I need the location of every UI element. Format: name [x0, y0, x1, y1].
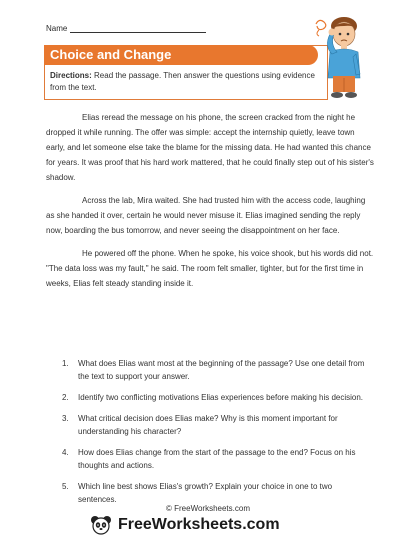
- question-number: 5.: [62, 482, 69, 491]
- question-text: Which line best shows Elias's growth? Explain your choice in one to two sentences.: [78, 482, 333, 504]
- passage-paragraph: Elias reread the message on his phone, the screen cracked from the night he dropped it while running. The offer was simple: accept the internship quietly, leave town early, and let someone else take the blame for the missing data. He had wanted this chance for years. It was proof that his hard work mattered, that he could finally step out of his sister's shadow.: [46, 113, 374, 182]
- name-label: Name: [46, 24, 68, 33]
- question-number: 3.: [62, 414, 69, 423]
- question-text: What critical decision does Elias make? Why is this moment important for understanding his character?: [78, 414, 338, 436]
- question-text: What does Elias want most at the beginning of the passage? Use one detail from the text to support your answer.: [78, 359, 365, 381]
- question-number: 1.: [62, 359, 69, 368]
- footer-url[interactable]: © FreeWorksheets.com: [166, 504, 250, 513]
- logo-text: FreeWorksheets.com: [118, 516, 280, 533]
- question-item: [62, 357, 372, 383]
- question-text: Identify two conflicting motivations Elias experiences before making his decision.: [78, 393, 364, 402]
- thinking-boy-illustration: [310, 10, 370, 102]
- question-number: 4.: [62, 448, 69, 457]
- panda-icon: [90, 515, 112, 535]
- question-list: [62, 357, 372, 514]
- passage-paragraph: He powered off the phone. When he spoke, his voice shook, but his words did not. "The data loss was my fault," he said. The room felt smaller, tighter, but for the first time in weeks, Elias felt steady standing inside it.: [46, 249, 374, 288]
- directions-label: Directions:: [50, 71, 92, 80]
- name-field-row: [46, 24, 206, 33]
- reading-passage: [46, 110, 374, 299]
- question-number: 2.: [62, 393, 69, 402]
- question-text: How does Elias change from the start of the passage to the end? Focus on his thoughts and actions.: [78, 448, 356, 470]
- directions: [50, 70, 318, 94]
- footer-logo[interactable]: [90, 514, 330, 536]
- question-item: [62, 480, 372, 506]
- question-item: [62, 412, 372, 438]
- worksheet-title: Choice and Change: [44, 45, 318, 65]
- question-item: [62, 391, 372, 404]
- passage-paragraph: Across the lab, Mira waited. She had trusted him with the access code, laughing as she handed it over, certain he would never misuse it. Elias imagined sending the reply now, boarding the bus tomorrow, and never seeing the disappointment on her face.: [46, 196, 366, 235]
- directions-text: Read the passage. Then answer the questions using evidence from the text.: [50, 71, 315, 92]
- name-input-line[interactable]: [70, 25, 206, 33]
- question-item: [62, 446, 372, 472]
